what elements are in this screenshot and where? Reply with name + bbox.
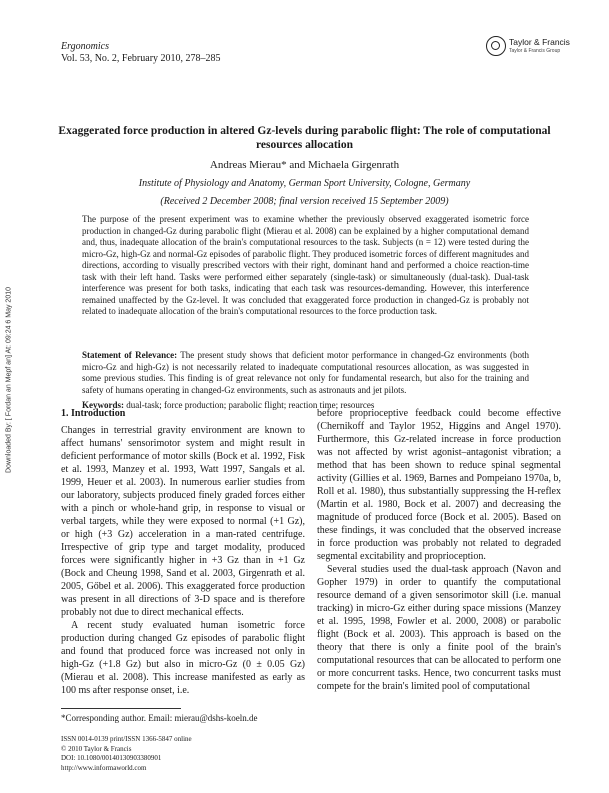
footer-issn: ISSN 0014-0139 print/ISSN 1366-5847 online [61,735,192,743]
paragraph: before proprioceptive feedback could become effective (Chernikoff and Taylor 1952, Higgins and Angel 1970). Furthermore, this Gz-related increase in force production was not affected by wrist agonist–antagonist vibration; a method that has been shown to reduce spinal segmental activity (Gillies et al. 1969, Barnes and Pompeiano 1970a, b, Roll et al. 1980), thus substantially suppressing the H-reflex (Martin et al. 1980, Bock et al. 2007) and decreasing the magnitude of produced force (Bock et al. 2005). Based on these findings, it was concluded that the observed increase in force production was probably not related to degraded segmental excitability and proprioception. [317,408,561,562]
keywords-text: dual-task; force production; parabolic flight; reaction time; resources [124,400,375,410]
publisher-sub: Taylor & Francis Group [509,48,561,54]
paper-authors: Andreas Mierau* and Michaela Girgenrath [209,159,400,171]
paper-affiliation: Institute of Physiology and Anatomy, German Sport University, Cologne, Germany [138,178,471,189]
footer-doi: DOI: 10.1080/00140130903380901 [61,754,162,762]
journal-volume: Vol. 53, No. 2, February 2010, 278–285 [61,53,221,64]
relevance-label: Statement of Relevance: [82,350,178,360]
download-watermark: Downloaded By: [ Fordan an Mepf an] At: 09:24 6 May 2010 [5,287,13,474]
footer-copyright: © 2010 Taylor & Francis [61,744,132,753]
paragraph: Several studies used the dual-task approach (Navon and Gopher 1979) in order to quantify the computational resource demand of a given sensorimotor skill (i.e. manual tracking) in micro-Gz either during space missions (Manzey et al. 1995, 1998, Fowler et al. 2000, 2008) or parabolic flight (Bock et al. 2003). This approach is based on the theory that there is only a finite pool of the brain's computational resources that can be allocated to perform one or more concurrent tasks. Hence, two concurrent tasks must compete for the brain's limited pool of computational [317,564,561,692]
corresponding-author-footnote: *Corresponding author. Email: mierau@dshs-koeln.de [61,713,258,723]
body-right-column [317,407,561,693]
paragraph: Changes in terrestrial gravity environment are known to affect humans' sensorimotor system and might result in deficient performance of motor skills (Bock et al. 1992, Fisk et al. 1993, Manzey et al. 1993, Watt 1997, Sangals et al. 1999, Heuer et al. 2003). In numerous earlier studies from our laboratory, subjects produced finely graded forces either with a pinch or whole-hand grip, in response to visual or verbal targets, while they were exposed to normal (+1 Gz), or high (+3 Gz) acceleration in a man-rated centrifuge. Irrespective of grip type and target modality, produced forces were significantly higher in +3 Gz than in +1 Gz (Bock and Cheung 1998, Sand et al. 2003, Girgenrath et al. 2005, Gőbel et al. 2006). This exaggerated force production was present in all directions of 3-D space and is therefore probably not due to direct mechanical effects. [61,425,305,618]
statement-of-relevance [82,350,529,396]
journal-name: Ergonomics [61,41,109,52]
footnote-rule [61,708,181,709]
publisher-brand: Taylor & Francis [509,37,570,47]
paper-title: Exaggerated force production in altered Gz-levels during parabolic flight: The role of computational resources allocation [58,125,551,151]
section-heading-introduction: 1. Introduction [61,408,126,419]
publisher-logo-icon [486,36,506,56]
footer-url[interactable]: http://www.informaworld.com [61,763,147,772]
publication-footer [61,735,192,773]
paragraph: A recent study evaluated human isometric force production during changed Gz episodes of parabolic flight and found that produced force was increased not only in high-Gz (+1.8 Gz) but also in micro-Gz (0 ± 0.05 Gz) (Mierau et al. 2008). This increase manifested as early as 100 ms after response onset, i.e. [61,620,305,696]
relevance-text: The present study shows that deficient motor performance in changed-Gz environments (both micro-Gz and high-Gz) is not necessarily related to inadequate computational resources allocation, as was suggested in some previous studies. This finding is of great relevance not only for fundamental research, but also for the training and safety of humans operating in changed-Gz environments, such as astronauts and jet pilots. [82,350,529,395]
publisher-logo [486,33,576,65]
journal-header [61,41,221,65]
keywords-label: Keywords: [82,400,124,410]
paper-received: (Received 2 December 2008; final version received 15 September 2009) [160,196,449,207]
body-left-column [61,407,305,697]
abstract: The purpose of the present experiment was to examine whether the previously observed exaggerated isometric force production in changed-Gz during parabolic flight (Mierau et al. 2008) can be explained by a higher computational demand and, thus, inadequate allocation of the brain's computational resources to the task. Subjects (n = 12) were tested during the micro-Gz, high-Gz and normal-Gz episodes of parabolic flight. They produced isometric forces of different magnitudes and directions, according to visually prescribed vectors with their right, dominant hand and performed a choice reaction-time task with their left hand. Tasks were performed either separately (single-task) or simultaneously (dual-task). Dual-task interference was present for both tasks, indicating that each task was resources-demanding. However, this interference remained unaffected by the Gz-level. It was concluded that exaggerated force production in changed-Gz is probably not related to inadequate allocation of the brain's computational resources to the force production task. [82,214,529,316]
